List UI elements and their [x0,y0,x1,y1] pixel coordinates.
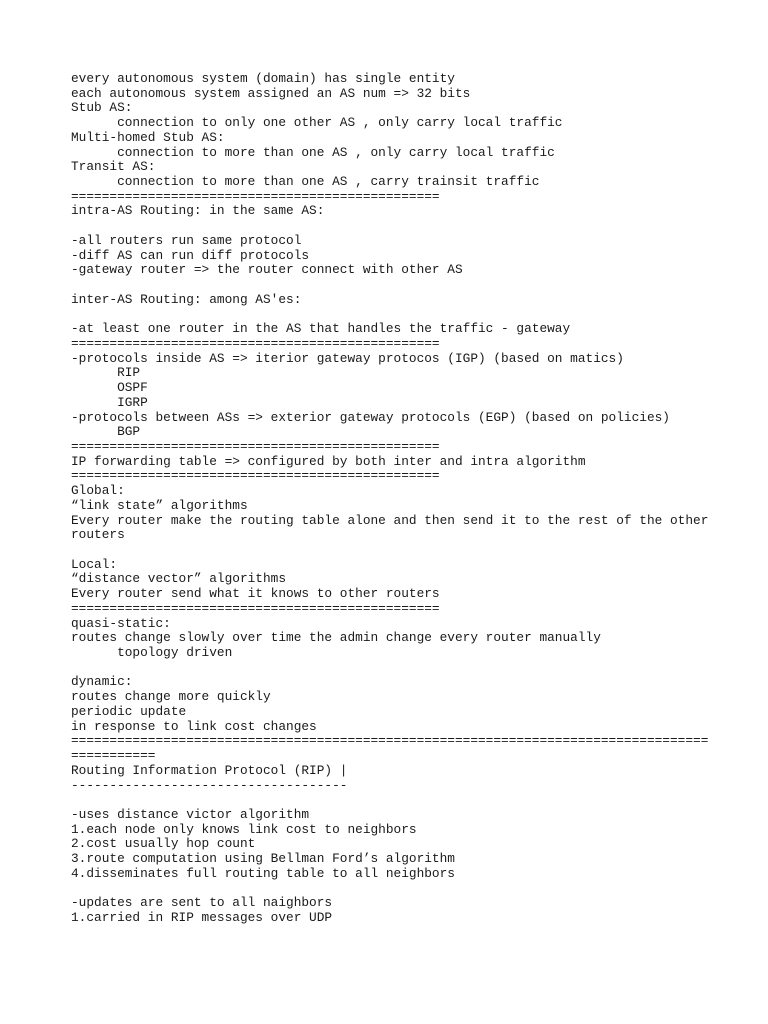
text-line: 4.disseminates full routing table to all neighbors [71,865,455,881]
text-line: Routing Information Protocol (RIP) | [71,762,348,778]
text-line: Local: [71,556,118,572]
text-line: 1.each node only knows link cost to neighbors [71,821,417,837]
text-line: dynamic: [71,674,133,690]
text-line: inter-AS Routing: among AS'es: [71,291,302,307]
text-line: ================================================ [71,188,440,204]
text-line: ================================================ [71,335,440,351]
text-line: connection to only one other AS , only carry local traffic [71,115,563,131]
text-line: connection to more than one AS , only carry local traffic [71,144,555,160]
text-line: “link state” algorithms [71,497,248,513]
text-line: 2.cost usually hop count [71,836,256,852]
text-line: =================================================================================== [71,733,709,749]
text-line: 3.route computation using Bellman Ford’s algorithm [71,851,455,867]
text-line: Every router send what it knows to other routers [71,586,440,602]
text-line: connection to more than one AS , carry trainsit traffic [71,174,540,190]
text-line: -at least one router in the AS that handles the traffic - gateway [71,321,571,337]
text-line: ================================================ [71,600,440,616]
text-line: quasi-static: [71,615,171,631]
text-line: OSPF [71,380,148,396]
text-line: ================================================ [71,468,440,484]
text-line [71,882,711,897]
text-line [71,661,711,676]
text-line [71,308,711,323]
text-line: in response to link cost changes [71,718,317,734]
text-line: intra-AS Routing: in the same AS: [71,203,325,219]
text-line: IGRP [71,394,148,410]
text-line: ================================================ [71,438,440,454]
text-line: each autonomous system assigned an AS num => 32 bits [71,85,471,101]
text-line: routers [71,527,125,543]
text-line: 1.carried in RIP messages over UDP [71,909,333,925]
text-line: Transit AS: [71,159,156,175]
text-line: periodic update [71,703,187,719]
text-line: every autonomous system (domain) has single entity [71,71,455,86]
text-line: BGP [71,424,141,440]
text-line: ------------------------------------ [71,777,348,793]
text-line [71,278,711,293]
text-line: -all routers run same protocol [71,232,302,248]
text-line: routes change more quickly [71,689,271,705]
text-line: “distance vector” algorithms [71,571,287,587]
text-line [71,793,711,808]
text-line: -updates are sent to all naighbors [71,895,333,911]
document-body [71,72,711,926]
text-line: topology driven [71,645,233,661]
text-line: -gateway router => the router connect with other AS [71,262,463,278]
text-line: -protocols inside AS => iterior gateway protocos (IGP) (based on matics) [71,350,624,366]
text-line: routes change slowly over time the admin change every router manually [71,630,601,646]
text-line: RIP [71,365,141,381]
text-line: Stub AS: [71,100,133,116]
text-line: Global: [71,483,125,499]
text-line: =========== [71,748,156,764]
text-line: -protocols between ASs => exterior gateway protocols (EGP) (based on policies) [71,409,670,425]
text-line: Multi-homed Stub AS: [71,129,225,145]
text-line: -diff AS can run diff protocols [71,247,310,263]
text-line [71,543,711,558]
text-line: -uses distance victor algorithm [71,806,310,822]
text-line: Every router make the routing table alone and then send it to the rest of the other [71,512,709,528]
text-line: IP forwarding table => configured by both inter and intra algorithm [71,453,586,469]
text-line [71,219,711,234]
